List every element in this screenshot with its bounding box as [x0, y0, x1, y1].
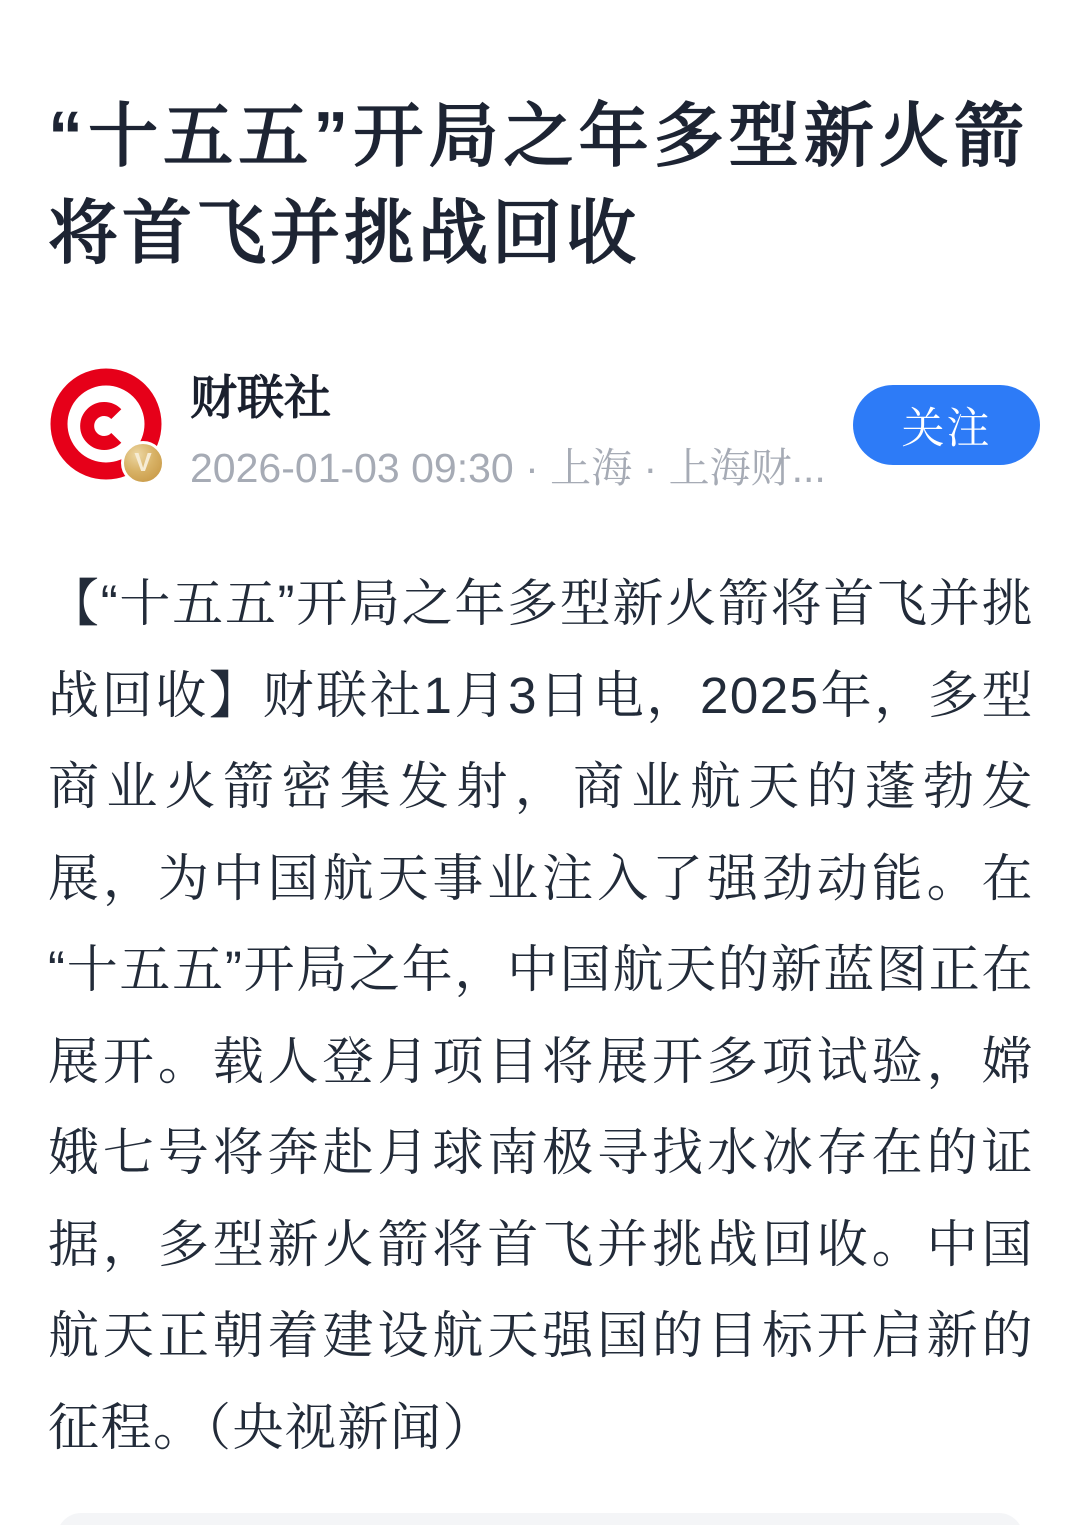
- author-info: [190, 370, 826, 492]
- bottom-card[interactable]: [57, 1513, 1023, 1525]
- post-meta-timestamp-location: 2026-01-03 09:30 · 上海 · 上海财...: [190, 445, 826, 491]
- verified-badge-letter: V: [134, 447, 152, 477]
- follow-button[interactable]: 关注: [853, 385, 1040, 465]
- post-body-text: 【“十五五”开局之年多型新火箭将首飞并挑战回收】财联社1月3日电，2025年，多型商业火箭密集发射，商业航天的蓬勃发展，为中国航天事业注入了强劲动能。在“十五五”开局之年，中国航天的新蓝图正在展开。载人登月项目将展开多项试验，嫦娥七号将奔赴月球南极寻找水冰存在的证据，多型新火箭将首飞并挑战回收。中国航天正朝着建设航天强国的目标开启新的征程。（央视新闻）: [48, 575, 1034, 1456]
- author-name[interactable]: 财联社: [190, 371, 331, 424]
- author-row: [50, 368, 1040, 491]
- post-title: “十五五”开局之年多型新火箭将首飞并挑战回收: [48, 97, 1028, 272]
- avatar[interactable]: [50, 368, 162, 480]
- verified-badge-icon: [121, 441, 165, 485]
